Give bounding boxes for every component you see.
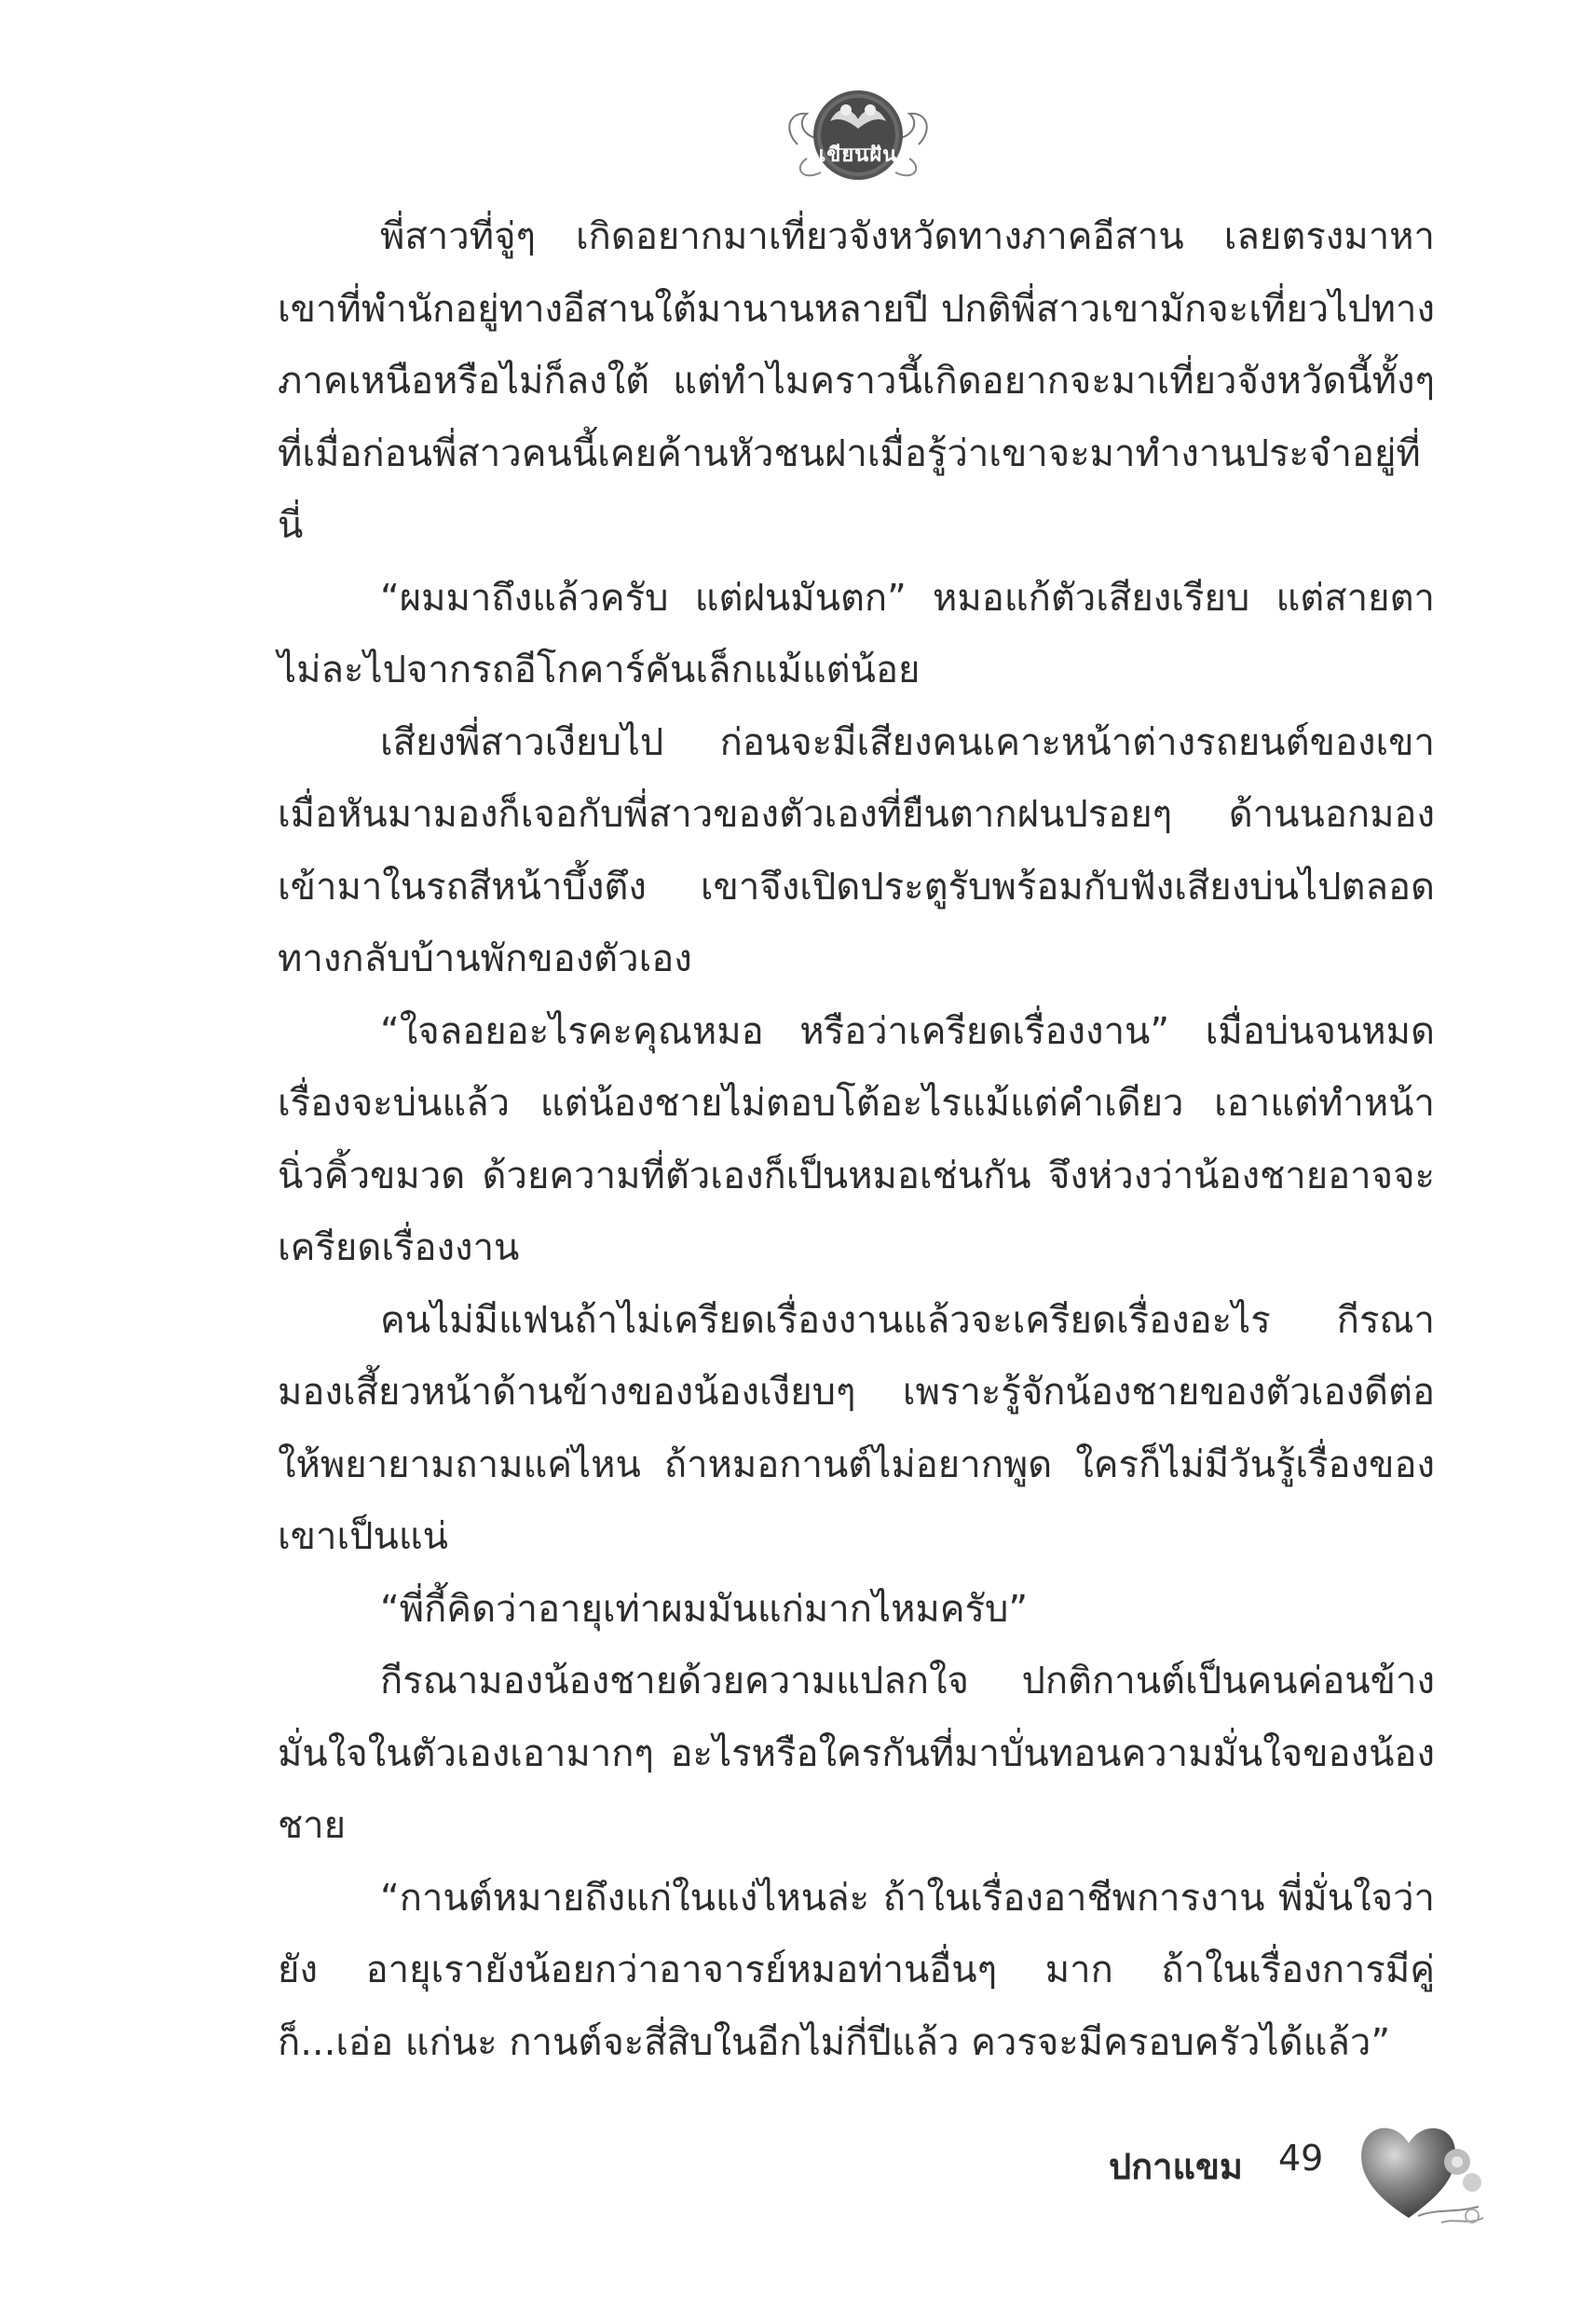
logo-text: เขียนฝัน bbox=[818, 144, 898, 167]
paragraph: “กานต์หมายถึงแก่ในแง่ไหนล่ะ ถ้าในเรื่องอาชีพการงาน พี่มั่นใจว่ายัง อายุเรายังน้อยกว่าอาจารย์หมอท่านอื่นๆ มาก ถ้าในเรื่องการมีคู่ก็...เอ่อ แก่นะ กานต์จะสี่สิบในอีกไม่กี่ปีแล้ว ควรจะมีครอบครัวได้แล้ว” bbox=[278, 1876, 1435, 2064]
book-title: ปกาแขม bbox=[1109, 2146, 1243, 2187]
body-text bbox=[278, 201, 1435, 2079]
header-logo bbox=[779, 56, 937, 196]
ornamental-crest-icon bbox=[779, 56, 937, 196]
paragraph: พี่สาวที่จู่ๆ เกิดอยากมาเที่ยวจังหวัดทางภาคอีสาน เลยตรงมาหาเขาที่พำนักอยู่ทางอีสานใต้มานานหลายปี ปกติพี่สาวเขามักจะเที่ยวไปทางภาคเหนือหรือไม่ก็ลงใต้ แต่ทำไมคราวนี้เกิดอยากจะมาเที่ยวจังหวัดนี้ทั้งๆ ที่เมื่อก่อนพี่สาวคนนี้เคยค้านหัวชนฝาเมื่อรู้ว่าเขาจะมาทำงานประจำอยู่ที่นี่ bbox=[278, 215, 1435, 547]
paragraph: “ผมมาถึงแล้วครับ แต่ฝนมันตก” หมอแก้ตัวเสียงเรียบ แต่สายตาไม่ละไปจากรถอีโกคาร์คันเล็กแม้แต่น้อย bbox=[278, 576, 1435, 691]
page-footer bbox=[1109, 2106, 1500, 2236]
paragraph: “พี่กี้คิดว่าอายุเท่าผมมันแก่มากไหมครับ” bbox=[380, 1587, 1029, 1631]
paragraph: เสียงพี่สาวเงียบไป ก่อนจะมีเสียงคนเคาะหน้าต่างรถยนต์ของเขาเมื่อหันมามองก็เจอกับพี่สาวของตัวเองที่ยืนตากฝนปรอยๆ ด้านนอกมองเข้ามาในรถสีหน้าบึ้งตึง เขาจึงเปิดประตูรับพร้อมกับฟังเสียงบ่นไปตลอดทางกลับบ้านพักของตัวเอง bbox=[278, 720, 1435, 980]
paragraph: “ใจลอยอะไรคะคุณหมอ หรือว่าเครียดเรื่องงาน” เมื่อบ่นจนหมดเรื่องจะบ่นแล้ว แต่น้องชายไม่ตอบโต้อะไรแม้แต่คำเดียว เอาแต่ทำหน้านิ่วคิ้วขมวด ด้วยความที่ตัวเองก็เป็นหมอเช่นกัน จึงห่วงว่าน้องชายอาจจะเครียดเรื่องงาน bbox=[278, 1009, 1435, 1269]
paragraph: คนไม่มีแฟนถ้าไม่เครียดเรื่องงานแล้วจะเครียดเรื่องอะไร กีรณามองเสี้ยวหน้าด้านข้างของน้องเงียบๆ เพราะรู้จักน้องชายของตัวเองดีต่อให้พยายามถามแค่ไหน ถ้าหมอกานต์ไม่อยากพูด ใครก็ไม่มีวันรู้เรื่องของเขาเป็นแน่ bbox=[278, 1298, 1435, 1558]
paragraph: กีรณามองน้องชายด้วยความแปลกใจ ปกติกานต์เป็นคนค่อนข้างมั่นใจในตัวเองเอามากๆ อะไรหรือใครกันที่มาบั่นทอนความมั่นใจของน้องชาย bbox=[278, 1660, 1435, 1847]
heart-with-flowers-icon bbox=[1353, 2106, 1493, 2236]
page-number: 49 bbox=[1278, 2138, 1324, 2179]
